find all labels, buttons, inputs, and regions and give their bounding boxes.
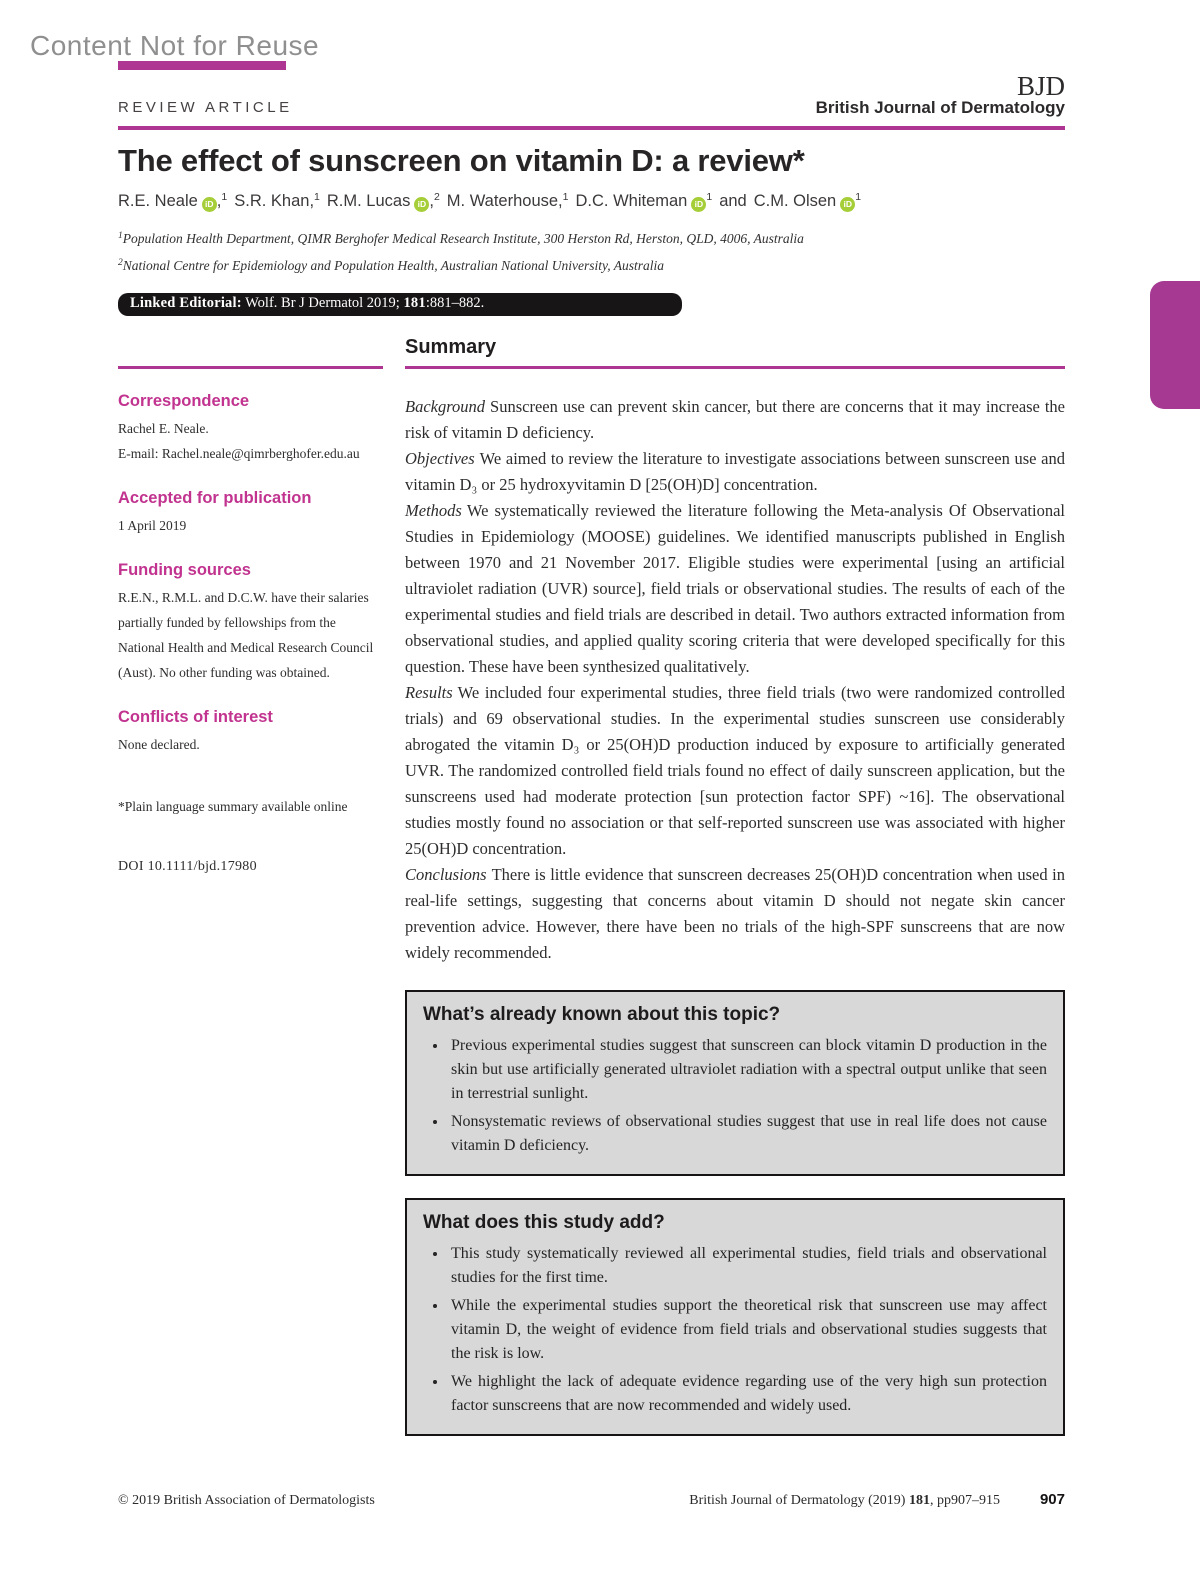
orcid-icon[interactable]: iD: [414, 197, 429, 212]
correspondence-name: Rachel E. Neale.: [118, 421, 209, 436]
linked-editorial-volume: 181: [403, 295, 426, 311]
affiliations: [118, 224, 1065, 278]
correspondence-email[interactable]: E-mail: Rachel.neale@qimrberghofer.edu.au: [118, 446, 360, 461]
journal-logo-block: [815, 71, 1065, 118]
accepted-date: 1 April 2019: [118, 518, 187, 533]
study-adds-box: [405, 1198, 1065, 1436]
copyright-text: © 2019 British Association of Dermatologists: [118, 1493, 375, 1508]
footer-citation-group: [689, 1491, 1065, 1509]
paragraph-label: Results: [405, 683, 453, 702]
sidebar-section-correspondence: [118, 392, 383, 466]
author: M. Waterhouse,$^1$: [446, 191, 569, 210]
author: D.C. Whiteman $iD^1$: [575, 191, 713, 210]
paragraph-label: Conclusions: [405, 865, 487, 884]
summary-column: [405, 328, 1065, 1436]
orcid-icon[interactable]: iD: [840, 197, 855, 212]
section-heading: Accepted for publication: [118, 489, 312, 507]
box-title: What does this study add?: [423, 1212, 665, 1233]
whats-known-box: [405, 990, 1065, 1176]
author-superscript: 1: [706, 191, 713, 203]
sidebar-section-funding: [118, 561, 383, 685]
summary-paragraph-methods: Methods We systematically reviewed the literature following the Meta-analysis Of Observational Studies in Epidemiology (MOOSE) guidelines. We identified manuscripts published in English between 1970 and 21 November 2017. Eligible studies were experimental [using an artificial ultraviolet radiation (UVR) source], field trials or observational studies. The results of each of the experimental studies and field trials are described in detail. Two authors extracted information from observational studies, and applied quality scoring criteria that were developed specifically for this question. These have been synthesized qualitatively.: [405, 501, 1065, 676]
box-title: What’s already known about this topic?: [423, 1004, 781, 1025]
sidebar-head-spacer: [118, 328, 383, 366]
affiliation-line: $^1$Population Health Department, QIMR Berghofer Medical Research Institute, 300 Herston Rd, Herston, QLD, 4006, Australia: [118, 231, 804, 246]
author: R.E. Neale iD ,$^1$: [118, 191, 228, 210]
article-title: The effect of sunscreen on vitamin D: a review*: [118, 143, 805, 178]
paragraph-label: Methods: [405, 501, 462, 520]
watermark-text: Content Not for Reuse: [30, 30, 320, 61]
article-type-label: REVIEW ARTICLE: [118, 99, 293, 116]
paragraph-label: Objectives: [405, 449, 475, 468]
journal-citation: British Journal of Dermatology (2019) 181, pp907–915: [689, 1493, 1000, 1508]
summary-paragraph-objectives: Objectives We aimed to review the literature to investigate associations between sunscreen use and vitamin D₃ or 25 hydroxyvitamin D [25(OH)D] concentration.: [405, 449, 1065, 494]
bullet-list: [423, 1034, 1047, 1158]
orcid-icon[interactable]: iD: [202, 197, 217, 212]
header-rule: [118, 126, 1065, 130]
section-heading: Conflicts of interest: [118, 708, 273, 726]
author-joiner: and: [719, 192, 747, 210]
author-superscript: 1: [314, 191, 320, 203]
linked-editorial-pages: :881–882.: [425, 295, 485, 311]
bullet-item: • While the experimental studies support the theoretical risk that sunscreen use may affect vitamin D, the weight of evidence from field trials and observational studies suggests that the risk is low.: [448, 1294, 1047, 1366]
linked-editorial-label: Linked Editorial:: [130, 295, 242, 311]
author-superscript: 1: [855, 191, 862, 203]
sidebar-section-accepted: [118, 489, 383, 538]
orcid-icon[interactable]: iD: [691, 197, 706, 212]
author: R.M. Lucas iD ,$^2$: [326, 191, 440, 210]
journal-name: British Journal of Dermatology: [815, 98, 1065, 117]
bullet-item: • We highlight the lack of adequate evidence regarding use of the very high sun protection factor sunscreens that are now recommended and widely used.: [448, 1370, 1047, 1418]
summary-heading: Summary: [405, 336, 497, 358]
doi-text: DOI 10.1111/bjd.17980: [118, 859, 257, 874]
summary-paragraph-results: Results We included four experimental studies, three field trials (two were randomized controlled trials) and 69 observational studies. In the experimental studies sunscreen use considerably abrogated the vitamin D₃ or 25(OH)D production induced by exposure to artificially generated UVR. The randomized controlled field trials found no effect of daily sunscreen application, but the sunscreens used had moderate protection [sun protection factor SPF) ~16]. The observational studies mostly found no association or that self-reported sunscreen use was associated with higher 25(OH)D concentration.: [405, 683, 1065, 858]
masthead: [118, 71, 1065, 118]
page-number: 907: [1039, 1491, 1065, 1508]
author-superscript: 1: [221, 191, 228, 203]
linked-editorial-citation: Wolf. Br J Dermatol 2019;: [241, 295, 404, 311]
sidebar: [118, 328, 383, 1436]
summary-paragraph-conclusions: Conclusions There is little evidence that sunscreen decreases 25(OH)D concentration when used in real-life settings, suggesting that concerns about vitamin D should not negate skin cancer prevention advice. However, there have been no trials of the high-SPF sunscreens that are now widely recommended.: [405, 865, 1065, 962]
page-edge-tab: [1150, 281, 1200, 409]
bullet-item: • Nonsystematic reviews of observational studies suggest that use in real life does not cause vitamin D deficiency.: [448, 1110, 1047, 1158]
bullet-item: • Previous experimental studies suggest that sunscreen can block vitamin D production in the skin but use artificially generated ultraviolet radiation with a spectral output unlike that seen in terrestrial sunlight.: [448, 1034, 1047, 1106]
linked-editorial-badge[interactable]: [118, 293, 682, 316]
bullet-list: [423, 1242, 1047, 1418]
conflicts-text: None declared.: [118, 737, 200, 752]
author: S.R. Khan,$^1$: [234, 191, 320, 210]
sidebar-section-conflicts: [118, 708, 383, 757]
plain-language-footnote: *Plain language summary available online: [118, 799, 348, 814]
affiliation-line: $^2$National Centre for Epidemiology and Population Health, Australian National University, Australia: [118, 258, 664, 273]
sidebar-rule: [118, 366, 383, 369]
funding-text: R.E.N., R.M.L. and D.C.W. have their salaries partially funded by fellowships from the National Health and Medical Research Council (Aust). No other funding was obtained.: [118, 590, 374, 680]
summary-head: [405, 328, 1065, 366]
body-columns: [118, 328, 1065, 1436]
page-content: [118, 71, 1065, 1436]
paragraph-label: Background: [405, 397, 486, 416]
watermark-underline-bar: [118, 61, 286, 70]
section-heading: Funding sources: [118, 561, 251, 579]
summary-paragraph-background: Background Sunscreen use can prevent skin cancer, but there are concerns that it may increase the risk of vitamin D deficiency.: [405, 397, 1065, 442]
author: C.M. Olsen $iD^1$: [753, 191, 862, 210]
author-superscript: 2: [433, 191, 440, 203]
journal-abbrev-logo: BJD: [1016, 71, 1065, 101]
section-heading: Correspondence: [118, 392, 250, 410]
summary-rule: [405, 366, 1065, 369]
page-footer: [118, 1491, 1065, 1509]
author-superscript: 1: [562, 191, 569, 203]
bullet-item: • This study systematically reviewed all experimental studies, field trials and observational studies for the first time.: [448, 1242, 1047, 1290]
author-list: [118, 191, 1065, 212]
